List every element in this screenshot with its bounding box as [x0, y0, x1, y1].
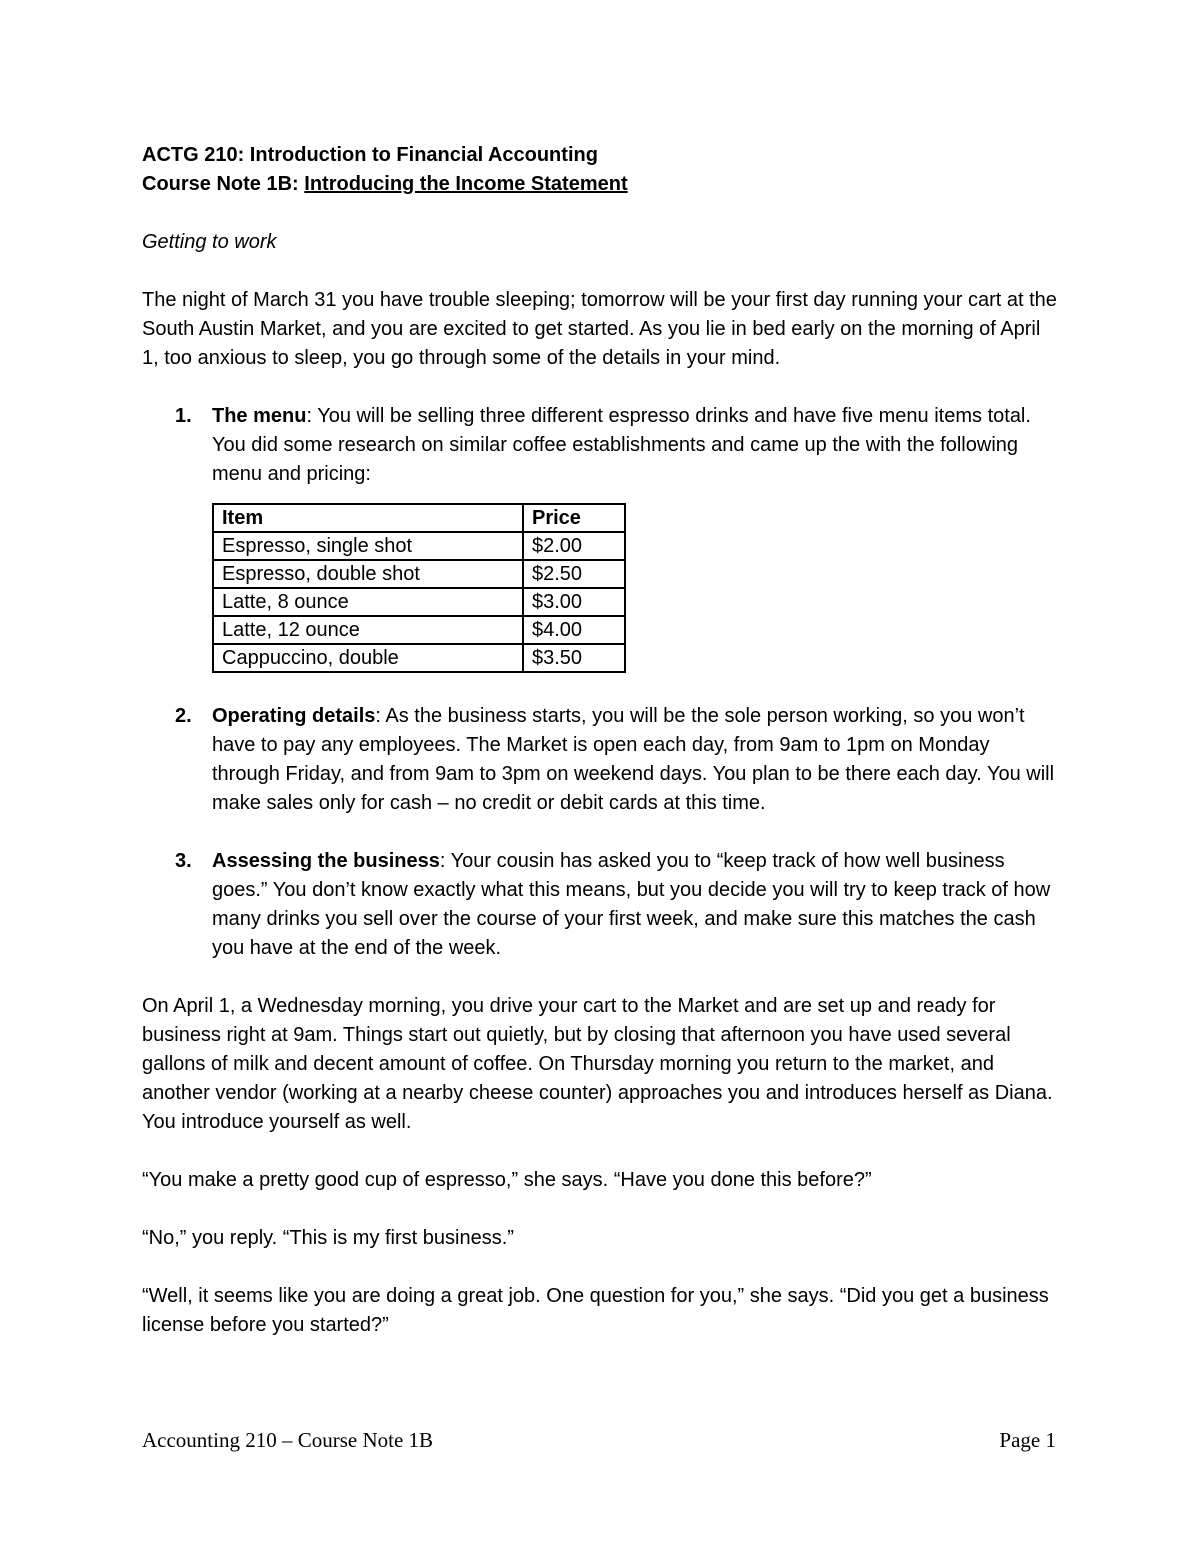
footer-course-label: Accounting 210 – Course Note 1B: [142, 1428, 434, 1452]
table-header-price: Price: [523, 504, 625, 532]
list-item-number: 2.: [175, 705, 192, 727]
list-item-number: 1.: [175, 405, 192, 427]
story-paragraph: “You make a pretty good cup of espresso,” she says. “Have you done this before?”: [142, 1169, 872, 1191]
list-item-label: Assessing the business: [212, 850, 440, 872]
list-item: [142, 402, 1062, 673]
list-item-number: 3.: [175, 850, 192, 872]
story-paragraph: “No,” you reply. “This is my first business.”: [142, 1227, 514, 1249]
table-cell-price: $3.00: [523, 588, 625, 616]
list-item-text: : Your cousin has asked you to “keep track of how well business goes.” You don’t know exactly what this means, but you decide you will try to keep track of how many drinks you sell over the course of your first week, and make sure this matches the cash you have at the end of the week.: [212, 850, 1051, 959]
table-cell-price: $2.00: [523, 532, 625, 560]
table-cell-item: Latte, 8 ounce: [213, 588, 523, 616]
page-content: [142, 141, 1062, 1340]
table-row: [213, 532, 625, 560]
table-cell-item: Espresso, single shot: [213, 532, 523, 560]
table-row: [213, 616, 625, 644]
section-title: Getting to work: [142, 231, 277, 253]
document-title: ACTG 210: Introduction to Financial Accounting: [142, 144, 598, 166]
table-row: [213, 560, 625, 588]
table-row: [213, 644, 625, 672]
list-item: [142, 847, 1062, 963]
table-row: [213, 588, 625, 616]
page-footer: [142, 1428, 1056, 1453]
table-header-row: [213, 504, 625, 532]
list-item-label: The menu: [212, 405, 307, 427]
table-cell-price: $2.50: [523, 560, 625, 588]
list-item-label: Operating details: [212, 705, 376, 727]
course-note-subtitle: Introducing the Income Statement: [304, 173, 628, 195]
list-item-text: : You will be selling three different espresso drinks and have five menu items total. You did some research on similar coffee establishments and came up the with the following menu and pricing:: [212, 405, 1031, 485]
story-paragraph: On April 1, a Wednesday morning, you drive your cart to the Market and are set up and ready for business right at 9am. Things start out quietly, but by closing that afternoon you have used several gallons of milk and decent amount of coffee. On Thursday morning you return to the market, and another vendor (working at a nearby cheese counter) approaches you and introduces herself as Diana. You introduce yourself as well.: [142, 995, 1053, 1133]
table-cell-price: $4.00: [523, 616, 625, 644]
numbered-list: [142, 402, 1062, 963]
table-cell-item: Latte, 12 ounce: [213, 616, 523, 644]
table-header-item: Item: [213, 504, 523, 532]
table-cell-item: Espresso, double shot: [213, 560, 523, 588]
intro-paragraph: The night of March 31 you have trouble sleeping; tomorrow will be your first day running your cart at the South Austin Market, and you are excited to get started. As you lie in bed early on the morning of April 1, too anxious to sleep, you go through some of the details in your mind.: [142, 289, 1057, 369]
list-item: [142, 702, 1062, 818]
table-cell-price: $3.50: [523, 644, 625, 672]
course-note-label: Course Note 1B:: [142, 173, 299, 195]
course-note-heading: [142, 170, 1062, 199]
table-cell-item: Cappuccino, double: [213, 644, 523, 672]
story-paragraph: “Well, it seems like you are doing a great job. One question for you,” she says. “Did you get a business license before you started?”: [142, 1285, 1049, 1336]
menu-table: [212, 503, 626, 673]
list-item-text: : As the business starts, you will be the sole person working, so you won’t have to pay any employees. The Market is open each day, from 9am to 1pm on Monday through Friday, and from 9am to 3pm on weekend days. You plan to be there each day. You will make sales only for cash – no credit or debit cards at this time.: [212, 705, 1055, 814]
footer-page-number: Page 1: [999, 1428, 1056, 1452]
